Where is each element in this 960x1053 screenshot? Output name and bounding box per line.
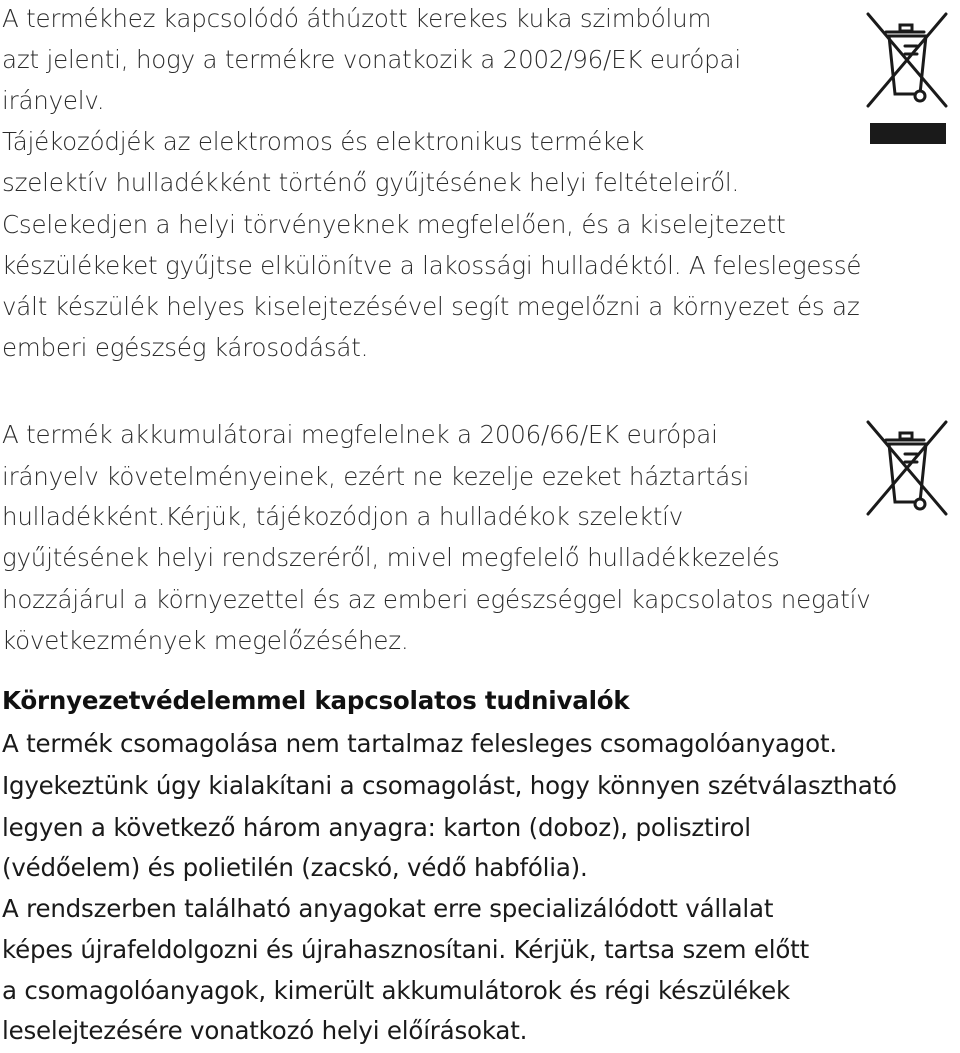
text-line: hulladékként.Kérjük, tájékozódjon a hulladékok szelektív [2, 502, 684, 531]
text-line: A termék csomagolása nem tartalmaz felesleges csomagolóanyagot. [2, 729, 837, 758]
text-line: leselejtezésére vonatkozó helyi előírásokat. [2, 1016, 528, 1045]
section-heading: Környezetvédelemmel kapcsolatos tudnivalók [2, 686, 630, 715]
text-line: Tájékozódjék az elektromos és elektronikus termékek [2, 127, 645, 156]
text-line: emberi egészség károsodását. [2, 333, 369, 362]
text-line: A termék akkumulátorai megfelelnek a 2006/66/EK európai [2, 420, 718, 449]
text-line: hozzájárul a környezettel és az emberi egészséggel kapcsolatos negatív [2, 585, 871, 614]
text-line: következmények megelőzéséhez. [2, 626, 409, 655]
text-line: szelektív hulladékként történő gyűjtésének helyi feltételeiről. [2, 168, 740, 197]
crossed-wheelie-bin-icon [862, 418, 952, 518]
text-line: gyűjtésének helyi rendszeréről, mivel megfelelő hulladékkezelés [2, 543, 780, 572]
text-line: Cselekedjen a helyi törvényeknek megfelelően, és a kiselejtezett [2, 210, 786, 239]
text-line: (védőelem) és polietilén (zacskó, védő habfólia). [2, 853, 588, 882]
text-line: készülékeket gyűjtse elkülönítve a lakossági hulladéktól. A feleslegessé [2, 251, 862, 280]
crossed-wheelie-bin-with-bar-icon [862, 10, 952, 150]
text-line: A termékhez kapcsolódó áthúzott kerekes kuka szimbólum [2, 4, 712, 33]
text-line: irányelv. [2, 86, 105, 115]
text-line: képes újrafeldolgozni és újrahasznosítani. Kérjük, tartsa szem előtt [2, 935, 809, 964]
text-line: Igyekeztünk úgy kialakítani a csomagolást, hogy könnyen szétválasztható [2, 771, 897, 800]
text-line: vált készülék helyes kiselejtezésével segít megelőzni a környezet és az [2, 292, 860, 321]
text-line: irányelv követelményeinek, ezért ne kezelje ezeket háztartási [2, 462, 750, 491]
text-line: a csomagolóanyagok, kimerült akkumulátorok és régi készülékek [2, 976, 790, 1005]
text-line: legyen a következő három anyagra: karton (doboz), polisztirol [2, 813, 751, 842]
text-line: azt jelenti, hogy a termékre vonatkozik a 2002/96/EK európai [2, 45, 741, 74]
text-line: A rendszerben található anyagokat erre specializálódott vállalat [2, 894, 774, 923]
